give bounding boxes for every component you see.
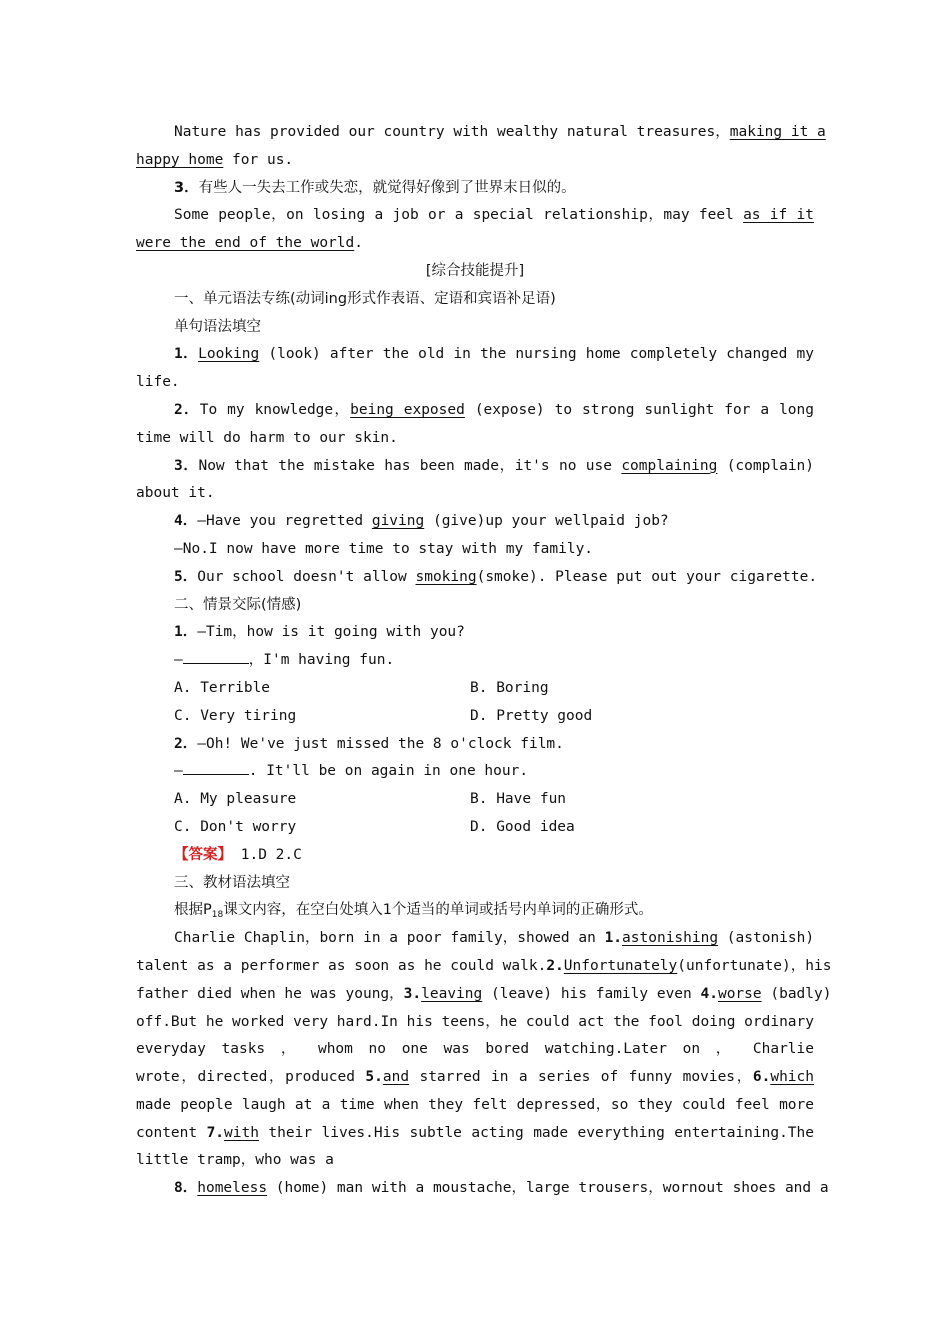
answer-underline: happy home	[136, 151, 224, 168]
passage-line-9: little tramp，who was a	[136, 1152, 334, 1169]
option-d: D. Good idea	[470, 818, 575, 835]
part3-instructions: 根据$P_{18}$课文内容，在空白处填入1个适当的单词或括号内单词的正确形式。	[174, 902, 653, 921]
part2-heading: 二、情景交际(情感)	[174, 596, 302, 613]
p2-question-1: 1．—Tim，how is it going with you?	[174, 624, 465, 641]
option-c: C. Very tiring	[174, 707, 297, 724]
section-title: [综合技能提升]	[425, 262, 525, 279]
answer-underline: astonishing	[622, 930, 719, 947]
answer-blank	[183, 760, 249, 775]
passage-line-7: made people laugh at a time when they felt depressed，so they could feel more	[136, 1096, 814, 1113]
option-d: D. Pretty good	[470, 707, 593, 724]
translation-item-3: 3．有些人一失去工作或失恋，就觉得好像到了世界末日似的。	[174, 179, 576, 196]
answer-underline: giving	[371, 513, 425, 530]
intro-line-1: Nature has provided our country with wealthy natural treasures，making it a	[174, 124, 826, 140]
answer-underline: worse	[717, 985, 762, 1002]
p1-question-1-cont: life.	[136, 374, 180, 391]
p2-question-2: 2．—Oh! We've just missed the 8 o'clock film.	[174, 735, 564, 752]
answer-underline: homeless	[197, 1180, 268, 1197]
option-a: A. My pleasure	[174, 791, 297, 808]
answer-underline: as if it	[743, 207, 814, 224]
option-b: B. Boring	[470, 679, 549, 696]
p1-question-1: 1．Looking (look) after the old in the nursing home completely changed my	[174, 346, 814, 363]
answer-underline: leaving	[421, 985, 483, 1002]
part1-heading: 一、单元语法专练(动词ing形式作表语、定语和宾语补足语)	[174, 290, 556, 307]
intro-line-2: happy home for us.	[136, 151, 294, 168]
answer-underline: Unfortunately	[563, 957, 678, 974]
answer-underline: being exposed	[350, 401, 465, 418]
p2-q2-options-row-2	[136, 814, 814, 842]
passage-line-4: off.But he worked very hard.In his teens，he could act the fool doing ordinary	[136, 1013, 814, 1030]
option-a: A. Terrible	[174, 679, 271, 696]
option-b: B. Have fun	[470, 791, 567, 808]
answer-underline: were the end of the world	[136, 235, 355, 252]
p1-question-3: 3．Now that the mistake has been made，it's no use complaining (complain)	[174, 457, 815, 474]
p2-q1-options-row-2	[136, 703, 814, 731]
answer-underline: smoking	[415, 568, 477, 585]
option-c: C. Don't worry	[174, 818, 297, 835]
answer-underline: and	[382, 1069, 410, 1086]
answer-underline: complaining	[621, 457, 718, 474]
part3-heading: 三、教材语法填空	[174, 874, 290, 891]
answer-underline: making it a	[729, 124, 826, 140]
answer-label: 【答案】	[174, 846, 232, 863]
answer-underline: with	[224, 1124, 259, 1141]
translation-item-3-en-2: were the end of the world.	[136, 235, 363, 252]
p1-question-2: 2．To my knowledge，being exposed (expose) to strong sunlight for a long	[174, 401, 814, 418]
passage-line-2: talent as a performer as soon as he could walk.2.Unfortunately(unfortunate)，his	[136, 957, 832, 974]
passage-line-5: everyday tasks ， whom no one was bored watching.Later on ， Charlie	[136, 1041, 814, 1058]
passage-line-8: content 7.with their lives.His subtle acting made everything entertaining.The	[136, 1124, 814, 1141]
answer-key: 【答案】 1.D 2.C	[174, 846, 302, 863]
answer-underline: Looking	[198, 346, 260, 363]
passage-line-1: Charlie Chaplin，born in a poor family，showed an 1.astonishing (astonish)	[174, 930, 815, 947]
answer-underline: which	[770, 1069, 814, 1086]
answer-blank	[183, 649, 249, 664]
p1-question-5: 5．Our school doesn't allow smoking(smoke). Please put out your cigarette.	[174, 568, 818, 585]
p1-question-4-reply: —No.I now have more time to stay with my family.	[174, 540, 594, 557]
p1-question-2-cont: time will do harm to our skin.	[136, 429, 398, 446]
p1-question-4: 4．—Have you regretted giving (give)up your wellpaid job?	[174, 513, 669, 530]
p2-question-2-reply: — . It'll be on again in one hour.	[136, 758, 814, 786]
p2-question-1-reply: — ，I'm having fun.	[136, 647, 814, 675]
translation-item-3-en-1: Some people，on losing a job or a special relationship，may feel as if it	[174, 207, 814, 224]
p2-q2-options-row-1	[136, 786, 814, 814]
passage-line-10: 8．homeless (home) man with a moustache，large trousers，wornout shoes and a	[174, 1180, 829, 1197]
passage-line-3: father died when he was young，3.leaving (leave) his family even 4.worse (badly)	[136, 985, 832, 1002]
document-page	[136, 119, 832, 1203]
passage-line-6: wrote，directed，produced 5.and starred in a series of funny movies，6.which	[136, 1069, 814, 1086]
p1-question-3-cont: about it.	[136, 485, 215, 502]
part1-subheading: 单句语法填空	[174, 318, 261, 335]
p2-q1-options-row-1	[136, 675, 814, 703]
